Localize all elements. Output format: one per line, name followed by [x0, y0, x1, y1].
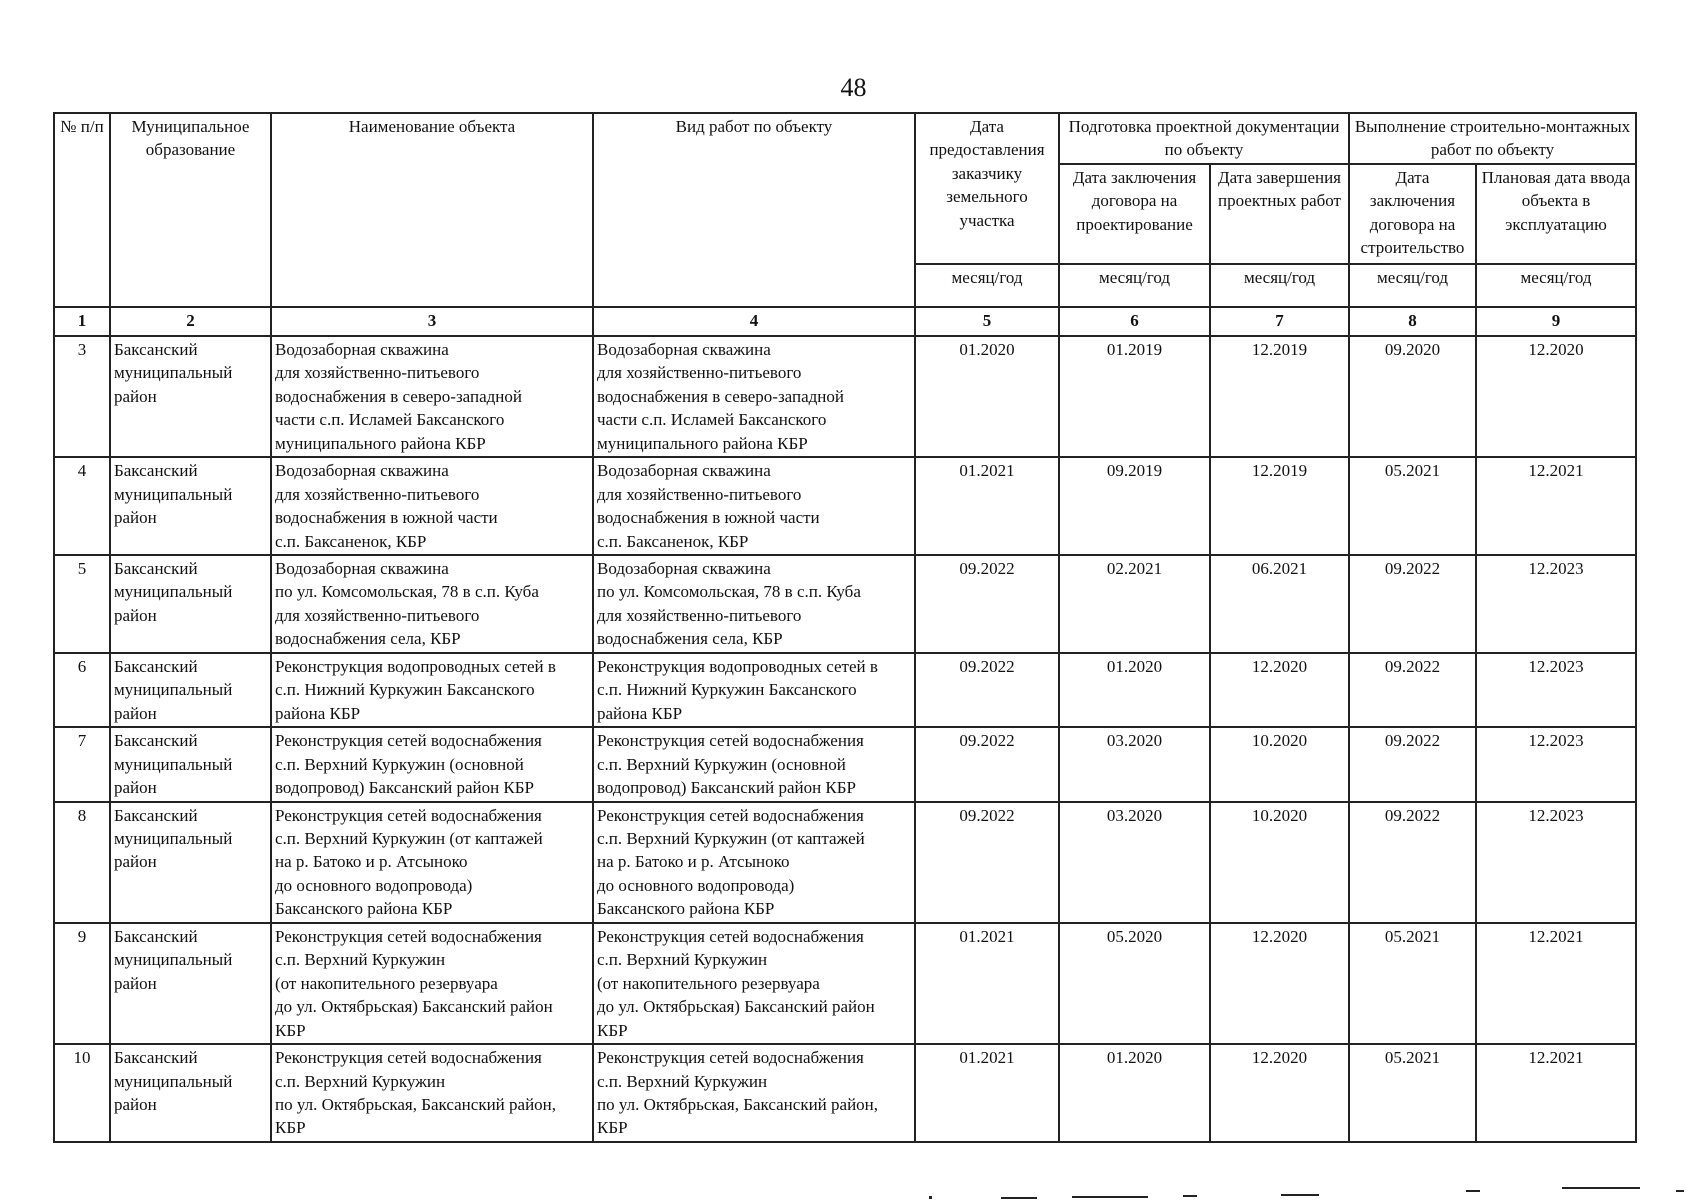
row-number: 8	[54, 802, 110, 923]
municipality-cell: Баксанский муниципальный район	[110, 653, 271, 727]
design-contract-date-cell: 01.2020	[1059, 1044, 1210, 1142]
design-completion-date-cell: 06.2021	[1210, 555, 1349, 653]
design-contract-date-cell: 05.2020	[1059, 923, 1210, 1044]
land-date-cell: 09.2022	[915, 653, 1059, 727]
scan-mark	[1001, 1197, 1037, 1199]
column-number: 3	[271, 307, 593, 336]
column-number: 1	[54, 307, 110, 336]
scan-mark	[1676, 1190, 1684, 1192]
construction-contract-date-cell: 09.2022	[1349, 802, 1476, 923]
municipality-cell: Баксанский муниципальный район	[110, 802, 271, 923]
work-type-cell: Реконструкция сетей водоснабжения с.п. Верхний Куркужин по ул. Октябрьская, Баксанский район, КБР	[593, 1044, 915, 1142]
work-type-cell: Водозаборная скважина для хозяйственно-питьевого водоснабжения в южной части с.п. Баксаненок, КБР	[593, 457, 915, 555]
page-number: 48	[840, 73, 867, 102]
scan-mark	[1183, 1195, 1197, 1197]
design-completion-date-cell: 12.2020	[1210, 653, 1349, 727]
table-row	[54, 802, 1636, 923]
table-row	[54, 457, 1636, 555]
column-number: 6	[1059, 307, 1210, 336]
design-contract-date-cell: 03.2020	[1059, 727, 1210, 801]
municipality-cell: Баксанский муниципальный район	[110, 923, 271, 1044]
object-name-cell: Водозаборная скважина по ул. Комсомольская, 78 в с.п. Куба для хозяйственно-питьевого водоснабжения села, КБР	[271, 555, 593, 653]
header-construction-contract-date: Дата заключения договора на строительство	[1349, 164, 1476, 264]
municipality-cell: Баксанский муниципальный район	[110, 1044, 271, 1142]
table-row	[54, 923, 1636, 1044]
column-number: 4	[593, 307, 915, 336]
table-body	[54, 336, 1636, 1142]
unit-label: месяц/год	[915, 264, 1059, 307]
commissioning-date-cell: 12.2021	[1476, 923, 1636, 1044]
commissioning-date-cell: 12.2021	[1476, 1044, 1636, 1142]
object-name-cell: Реконструкция сетей водоснабжения с.п. Верхний Куркужин (от накопительного резервуара до ул. Октябрьская) Баксанский район КБР	[271, 923, 593, 1044]
land-date-cell: 01.2021	[915, 923, 1059, 1044]
row-number: 5	[54, 555, 110, 653]
work-type-cell: Реконструкция сетей водоснабжения с.п. Верхний Куркужин (от каптажей на р. Батоко и р. Атсыноко до основного водопровода) Баксанского района КБР	[593, 802, 915, 923]
construction-contract-date-cell: 09.2020	[1349, 336, 1476, 457]
commissioning-date-cell: 12.2023	[1476, 653, 1636, 727]
header-construction-group: Выполнение строительно-монтажных работ по объекту	[1349, 113, 1636, 164]
row-number: 3	[54, 336, 110, 457]
table-row	[54, 555, 1636, 653]
column-number: 2	[110, 307, 271, 336]
row-number: 10	[54, 1044, 110, 1142]
land-date-cell: 09.2022	[915, 802, 1059, 923]
construction-contract-date-cell: 05.2021	[1349, 1044, 1476, 1142]
land-date-cell: 01.2021	[915, 457, 1059, 555]
work-type-cell: Реконструкция сетей водоснабжения с.п. Верхний Куркужин (основной водопровод) Баксанский район КБР	[593, 727, 915, 801]
design-completion-date-cell: 12.2019	[1210, 336, 1349, 457]
design-contract-date-cell: 02.2021	[1059, 555, 1210, 653]
design-completion-date-cell: 10.2020	[1210, 727, 1349, 801]
table-row	[54, 653, 1636, 727]
construction-contract-date-cell: 05.2021	[1349, 457, 1476, 555]
row-number: 6	[54, 653, 110, 727]
work-type-cell: Реконструкция водопроводных сетей в с.п. Нижний Куркужин Баксанского района КБР	[593, 653, 915, 727]
table-row	[54, 727, 1636, 801]
scan-mark	[1466, 1190, 1480, 1192]
municipality-cell: Баксанский муниципальный район	[110, 555, 271, 653]
construction-contract-date-cell: 09.2022	[1349, 555, 1476, 653]
design-contract-date-cell: 01.2020	[1059, 653, 1210, 727]
design-completion-date-cell: 10.2020	[1210, 802, 1349, 923]
row-number: 9	[54, 923, 110, 1044]
column-number: 7	[1210, 307, 1349, 336]
objects-table	[53, 112, 1637, 1143]
header-design-completion-date: Дата завершения проектных работ	[1210, 164, 1349, 264]
work-type-cell: Водозаборная скважина для хозяйственно-питьевого водоснабжения в северо-западной части с.п. Исламей Баксанского муниципального района КБР	[593, 336, 915, 457]
work-type-cell: Водозаборная скважина по ул. Комсомольская, 78 в с.п. Куба для хозяйственно-питьевого водоснабжения села, КБР	[593, 555, 915, 653]
commissioning-date-cell: 12.2023	[1476, 555, 1636, 653]
design-completion-date-cell: 12.2020	[1210, 1044, 1349, 1142]
header-commissioning-date: Плановая дата ввода объекта в эксплуатацию	[1476, 164, 1636, 264]
column-number: 5	[915, 307, 1059, 336]
construction-contract-date-cell: 05.2021	[1349, 923, 1476, 1044]
column-number: 9	[1476, 307, 1636, 336]
municipality-cell: Баксанский муниципальный район	[110, 457, 271, 555]
municipality-cell: Баксанский муниципальный район	[110, 727, 271, 801]
scan-mark	[1072, 1196, 1148, 1198]
land-date-cell: 09.2022	[915, 555, 1059, 653]
header-design-contract-date: Дата заключения договора на проектирование	[1059, 164, 1210, 264]
design-completion-date-cell: 12.2020	[1210, 923, 1349, 1044]
unit-label: месяц/год	[1210, 264, 1349, 307]
design-contract-date-cell: 09.2019	[1059, 457, 1210, 555]
commissioning-date-cell: 12.2020	[1476, 336, 1636, 457]
header-municipality: Муниципальное образование	[110, 113, 271, 307]
scan-mark	[929, 1196, 932, 1199]
unit-label: месяц/год	[1349, 264, 1476, 307]
table-row	[54, 1044, 1636, 1142]
land-date-cell: 01.2020	[915, 336, 1059, 457]
unit-label: месяц/год	[1476, 264, 1636, 307]
object-name-cell: Водозаборная скважина для хозяйственно-питьевого водоснабжения в северо-западной части с.п. Исламей Баксанского муниципального района КБР	[271, 336, 593, 457]
work-type-cell: Реконструкция сетей водоснабжения с.п. Верхний Куркужин (от накопительного резервуара до ул. Октябрьская) Баксанский район КБР	[593, 923, 915, 1044]
scan-mark	[1562, 1187, 1640, 1189]
design-completion-date-cell: 12.2019	[1210, 457, 1349, 555]
header-land-date: Дата предоставления заказчику земельного участка	[915, 113, 1059, 264]
land-date-cell: 09.2022	[915, 727, 1059, 801]
header-work-type: Вид работ по объекту	[593, 113, 915, 307]
land-date-cell: 01.2021	[915, 1044, 1059, 1142]
object-name-cell: Реконструкция сетей водоснабжения с.п. Верхний Куркужин (основной водопровод) Баксанский район КБР	[271, 727, 593, 801]
design-contract-date-cell: 01.2019	[1059, 336, 1210, 457]
header-object-name: Наименование объекта	[271, 113, 593, 307]
commissioning-date-cell: 12.2021	[1476, 457, 1636, 555]
scan-mark	[1281, 1194, 1319, 1196]
row-number: 7	[54, 727, 110, 801]
row-number: 4	[54, 457, 110, 555]
municipality-cell: Баксанский муниципальный район	[110, 336, 271, 457]
object-name-cell: Реконструкция сетей водоснабжения с.п. Верхний Куркужин (от каптажей на р. Батоко и р. Атсыноко до основного водопровода) Баксанского района КБР	[271, 802, 593, 923]
table-row	[54, 336, 1636, 457]
header-design-group: Подготовка проектной документации по объекту	[1059, 113, 1349, 164]
column-number: 8	[1349, 307, 1476, 336]
construction-contract-date-cell: 09.2022	[1349, 727, 1476, 801]
unit-label: месяц/год	[1059, 264, 1210, 307]
object-name-cell: Водозаборная скважина для хозяйственно-питьевого водоснабжения в южной части с.п. Баксаненок, КБР	[271, 457, 593, 555]
construction-contract-date-cell: 09.2022	[1349, 653, 1476, 727]
design-contract-date-cell: 03.2020	[1059, 802, 1210, 923]
header-number: № п/п	[54, 113, 110, 307]
commissioning-date-cell: 12.2023	[1476, 802, 1636, 923]
object-name-cell: Реконструкция сетей водоснабжения с.п. Верхний Куркужин по ул. Октябрьская, Баксанский район, КБР	[271, 1044, 593, 1142]
object-name-cell: Реконструкция водопроводных сетей в с.п. Нижний Куркужин Баксанского района КБР	[271, 653, 593, 727]
commissioning-date-cell: 12.2023	[1476, 727, 1636, 801]
